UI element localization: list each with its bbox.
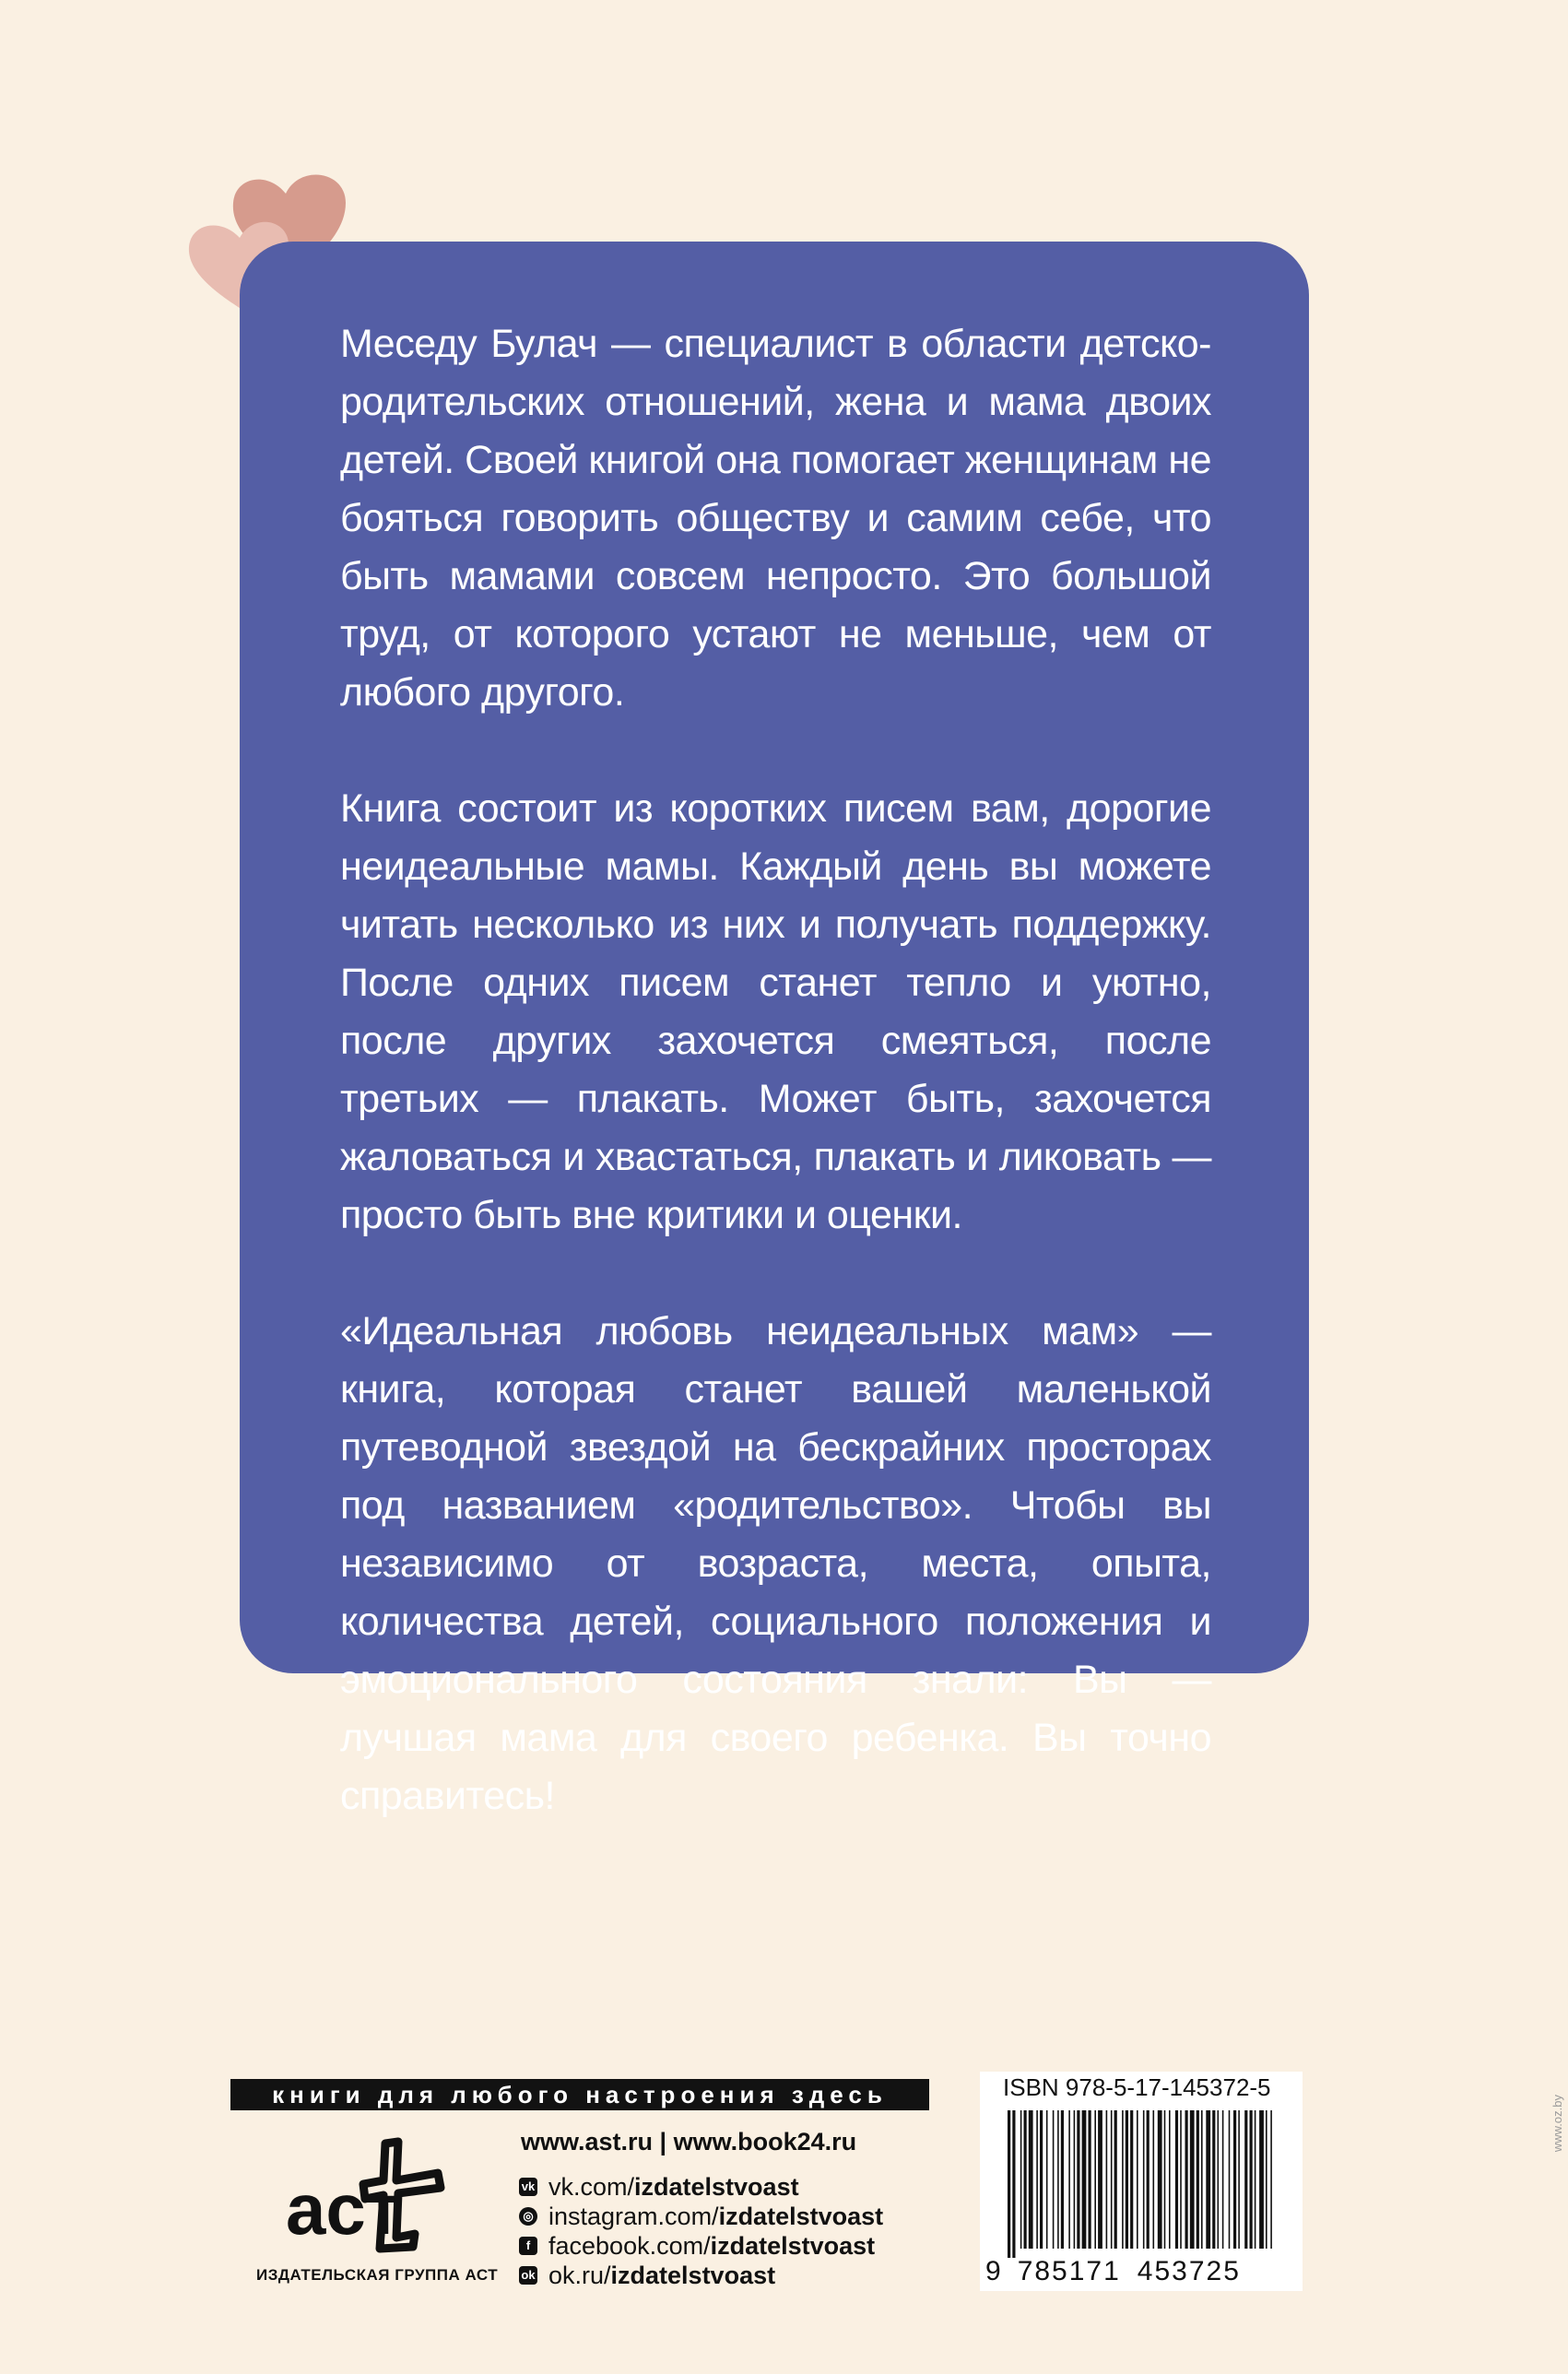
social-link-vk[interactable]	[519, 2172, 883, 2202]
description-card	[240, 242, 1309, 1818]
social-prefix: facebook.com/	[548, 2231, 711, 2260]
isbn-number: ISBN 978-5-17-145372-5	[1003, 2073, 1271, 2101]
social-prefix: ok.ru/	[548, 2261, 611, 2289]
social-link-ok[interactable]	[519, 2261, 883, 2290]
ast-logo	[277, 2125, 461, 2254]
social-link-instagram[interactable]	[519, 2202, 883, 2231]
social-prefix: vk.com/	[548, 2172, 635, 2201]
barcode	[1008, 2110, 1275, 2258]
social-link-facebook[interactable]	[519, 2231, 883, 2261]
vk-icon: vk	[519, 2178, 537, 2196]
social-handle: izdatelstvoast	[610, 2261, 776, 2289]
publisher-name: ИЗДАТЕЛЬСКАЯ ГРУППА АСТ	[256, 2266, 499, 2284]
barcode-digits	[985, 2256, 1299, 2287]
barcode-digit-right: 453725	[1137, 2256, 1241, 2286]
ok-icon: ok	[519, 2266, 537, 2285]
barcode-digit-lead: 9	[985, 2256, 1003, 2286]
social-links	[519, 2172, 883, 2290]
websites[interactable]: www.ast.ru | www.book24.ru	[521, 2128, 857, 2155]
instagram-icon: ◎	[519, 2207, 537, 2226]
social-handle: izdatelstvoast	[634, 2172, 799, 2201]
paragraph-author: Меседу Булач — специалист в области детско-родительских отношений, жена и мама двоих детей. Своей книгой она помогает женщинам не бояться говорить обществу и самим себе, что быть мамами совсем непросто. Это большой труд, от которого устают не меньше, чем от любого другого.	[340, 322, 1211, 715]
slogan-banner: книги для любого настроения здесь	[230, 2079, 929, 2110]
paragraph-content: Книга состоит из коротких писем вам, дорогие неидеальные мамы. Каждый день вы можете читать несколько из них и получать поддержку. После одних писем станет тепло и уютно, после других захочется смеяться, после третьих — плакать. Может быть, захочется жаловаться и хвастаться, плакать и ликовать — просто быть вне критики и оценки.	[340, 786, 1211, 1237]
watermark: www.oz.by	[1550, 2095, 1564, 2153]
social-handle: izdatelstvoast	[710, 2231, 876, 2260]
logo-text: аст	[286, 2168, 401, 2250]
description-text	[340, 315, 1211, 1825]
social-handle: izdatelstvoast	[718, 2202, 884, 2230]
social-prefix: instagram.com/	[548, 2202, 719, 2230]
paragraph-summary: «Идеальная любовь неидеальных мам» — книга, которая станет вашей маленькой путеводной звездой на бескрайних просторах под названием «родительство». Чтобы вы независимо от возраста, места, опыта, количества детей, социального положения и эмоционального состояния знали: Вы — лучшая мама для своего ребенка. Вы точно справитесь!	[340, 1309, 1211, 1818]
barcode-digit-left: 785171	[1017, 2256, 1121, 2286]
isbn-block	[980, 2072, 1303, 2291]
facebook-icon: f	[519, 2237, 537, 2255]
